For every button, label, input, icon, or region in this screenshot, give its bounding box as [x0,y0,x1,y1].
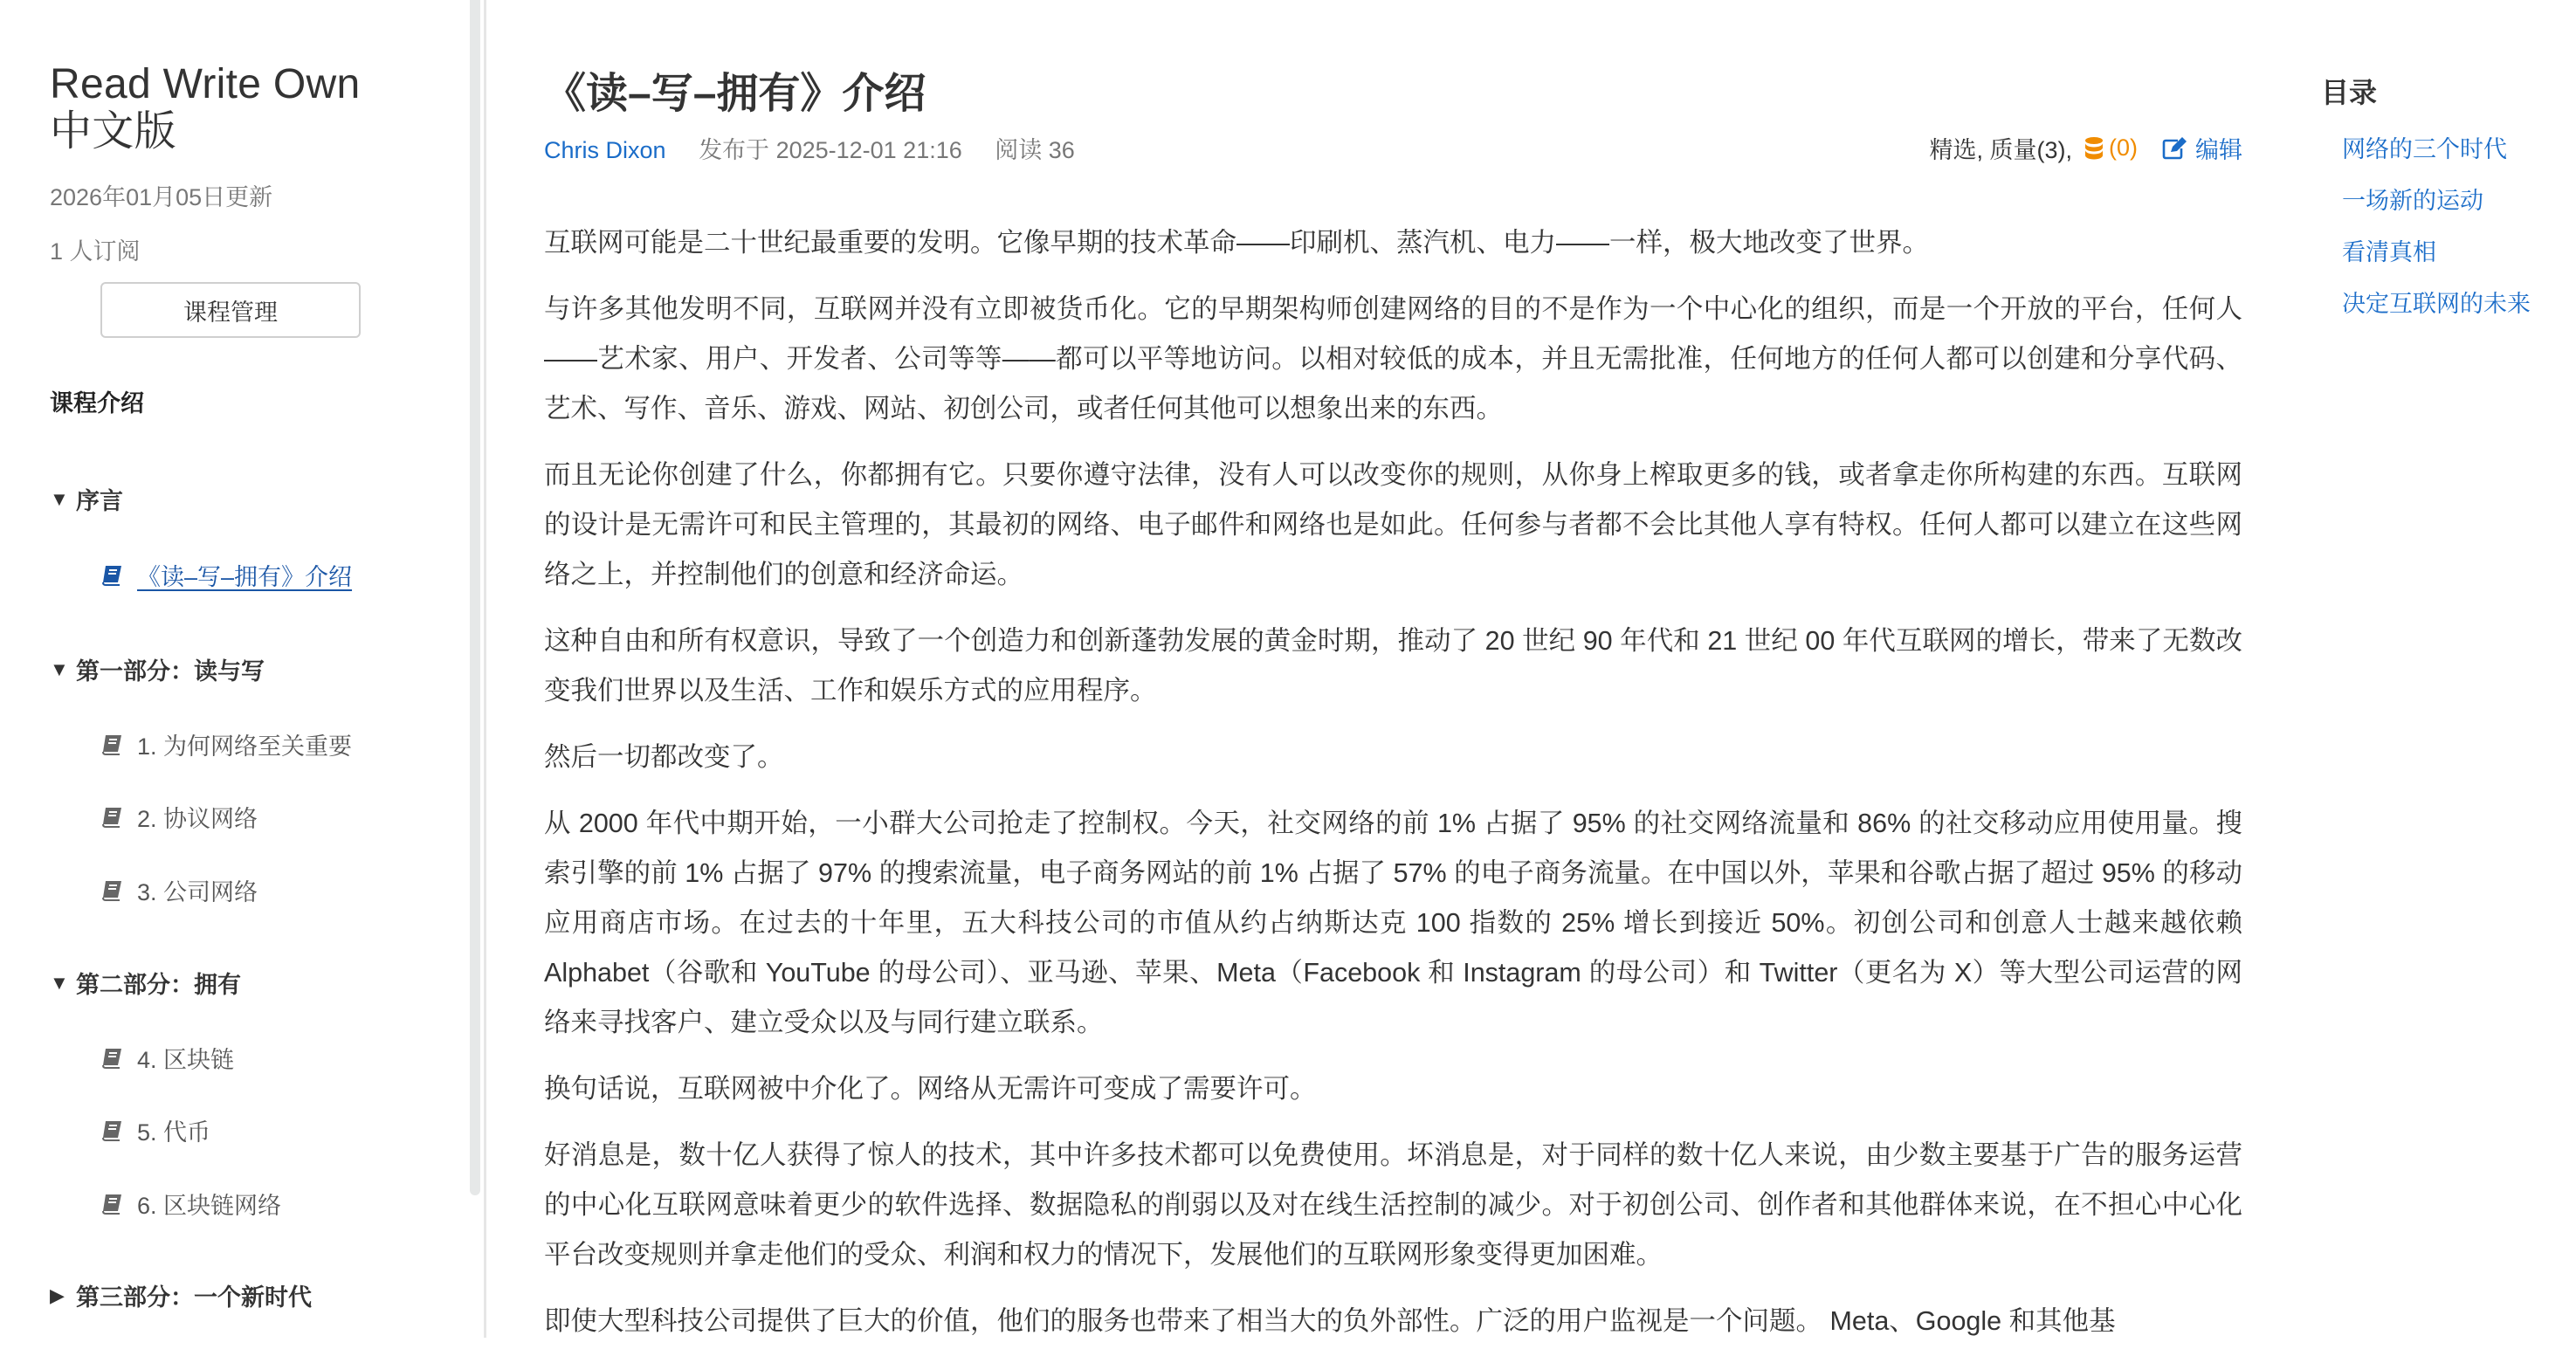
book-title [50,61,360,155]
nav-item-label: 《读–写–拥有》介绍 [137,564,353,590]
article-paragraph: 然后一切都改变了。 [544,742,784,772]
author-link[interactable]: Chris Dixon [544,137,666,163]
course-manage-button[interactable]: 课程管理 [100,282,361,338]
book-icon [100,807,123,828]
article-paragraph: 这种自由和所有权意识，导致了一个创造力和创新蓬勃发展的黄金时期，推动了 20 世纪 90 年代和 21 世纪 00 年代互联网的增长，带来了无数改变我们世界以及生活、工作和娱乐方式的应用程序。 [544,626,2242,706]
book-icon [100,1048,123,1069]
article-paragraph: 即使大型科技公司提供了巨大的价值，他们的服务也带来了相当大的负外部性。广泛的用户监视是一个问题。 Meta、Google 和其他基 [544,1306,2116,1336]
sidebar-divider [484,0,486,1338]
collapsed-triangle-icon: ▶ [50,1284,65,1306]
database-coin-icon [2084,136,2104,161]
edit-icon [2162,137,2187,160]
book-icon [100,565,123,586]
article-paragraph: 换句话说，互联网被中介化了。网络从无需许可变成了需要许可。 [544,1074,1317,1104]
nav-item-intro[interactable] [100,558,352,592]
sidebar [0,0,470,1338]
expanded-triangle-icon: ▼ [50,971,69,994]
nav-item-chapter-1[interactable] [100,727,352,761]
book-icon [100,734,123,755]
section-part-two[interactable] [50,966,241,1000]
section-part-one[interactable] [50,652,265,686]
section-label: 序言 [76,488,123,514]
book-title-line2: 中文版 [50,108,176,155]
sidebar-scrollbar-thumb[interactable] [470,0,480,1195]
section-label: 第一部分：读与写 [76,658,265,685]
expanded-triangle-icon: ▼ [50,657,69,680]
nav-item-label: 4. 区块链 [137,1047,235,1073]
expanded-triangle-icon: ▼ [50,487,69,510]
table-of-contents [2321,75,2574,330]
nav-item-chapter-3[interactable] [100,873,258,907]
book-icon [100,1120,123,1141]
article-paragraph: 从 2000 年代中期开始，一小群大公司抢走了控制权。今天，社交网络的前 1% 占据了 95% 的社交网络流量和 86% 的社交移动应用使用量。搜索引擎的前 1% 占据了 97% 的搜索流量，电子商务网站的前 1% 占据了 57% 的电子商务流量。在中国以外，苹果和谷歌占据了超过 95% 的移动应用商店市场。在过去的十年里，五大科技公司的市值从约占纳斯达克 100 指数的 25% 增长到接近 50%。初创公司和创意人士越来越依赖 Alphabet（谷歌和 YouTube 的母公司）、亚马逊、苹果、Meta（Facebook 和 Instagram 的母公司）和 Twitter（更名为 X）等大型公司运营的网络来寻找客户、建立受众以及与同行建立联系。 [544,809,2242,1037]
article-paragraph: 而且无论你创建了什么，你都拥有它。只要你遵守法律，没有人可以改变你的规则，从你身上榨取更多的钱，或者拿走你所构建的东西。互联网的设计是无需许可和民主管理的，其最初的网络、电子邮件和网络也是如此。任何参与者都不会比其他人享有特权。任何人都可以建立在这些网络之上，并控制他们的创意和经济命运。 [544,460,2242,589]
toc-item-see-truth[interactable]: 看清真相 [2342,239,2436,265]
toc-title: 目录 [2321,77,2378,108]
updated-date: 2026年01月05日更新 [50,184,273,210]
article-tags: 精选, 质量(3), [1929,137,2072,163]
section-label: 第三部分：一个新时代 [76,1284,312,1311]
nav-item-label: 1. 为何网络至关重要 [137,733,353,760]
article-paragraph: 好消息是，数十亿人获得了惊人的技术，其中许多技术都可以免费使用。坏消息是，对于同样的数十亿人来说，由少数主要基于广告的服务运营的中心化互联网意味着更少的软件选择、数据隐私的削弱以及对在线生活控制的减少。对于初创公司、创作者和其他群体来说，在不担心中心化平台改变规则并拿走他们的受众、利润和权力的情况下，发展他们的互联网形象变得更加困难。 [544,1140,2242,1270]
toc-item-new-movement[interactable]: 一场新的运动 [2342,188,2483,214]
book-icon [100,880,123,901]
subscriber-count: 1 人订阅 [50,238,141,265]
nav-item-label: 2. 协议网络 [137,806,258,832]
article-paragraph: 互联网可能是二十世纪最重要的发明。它像早期的技术革命——印刷机、蒸汽机、电力——一样，极大地改变了世界。 [544,228,1929,258]
section-preface[interactable] [50,482,123,516]
nav-item-label: 3. 公司网络 [137,879,258,905]
publish-date: 发布于 2025-12-01 21:16 [699,137,962,163]
article-meta [544,131,1075,165]
edit-button[interactable] [2162,131,2242,165]
edit-label: 编辑 [2195,137,2242,163]
coin-button[interactable] [2084,134,2138,162]
book-title-line1: Read Write Own [50,61,361,107]
article-body [544,218,2242,1363]
article-title: 《读–写–拥有》介绍 [544,71,926,117]
section-part-three[interactable] [50,1278,312,1312]
nav-item-chapter-2[interactable] [100,800,258,834]
toc-item-decide-future[interactable]: 决定互联网的未来 [2342,291,2531,317]
book-icon [100,1194,123,1215]
read-count: 阅读 36 [995,137,1075,163]
nav-item-chapter-6[interactable] [100,1187,281,1221]
coin-count: (0) [2109,134,2138,161]
nav-item-label: 5. 代币 [137,1119,211,1146]
article-paragraph: 与许多其他发明不同，互联网并没有立即被货币化。它的早期架构师创建网络的目的不是作为一个中心化的组织，而是一个开放的平台，任何人——艺术家、用户、开发者、公司等等——都可以平等地访问。以相对较低的成本，并且无需批准，任何地方的任何人都可以创建和分享代码、艺术、写作、音乐、游戏、网站、初创公司，或者任何其他可以想象出来的东西。 [544,294,2242,423]
nav-item-chapter-4[interactable] [100,1041,234,1075]
nav-item-label: 6. 区块链网络 [137,1193,282,1219]
article-actions [1929,131,2242,165]
toc-item-three-eras[interactable]: 网络的三个时代 [2342,136,2507,162]
section-label: 第二部分：拥有 [76,972,241,998]
course-intro-link[interactable]: 课程介绍 [50,390,144,416]
nav-item-chapter-5[interactable] [100,1113,210,1147]
